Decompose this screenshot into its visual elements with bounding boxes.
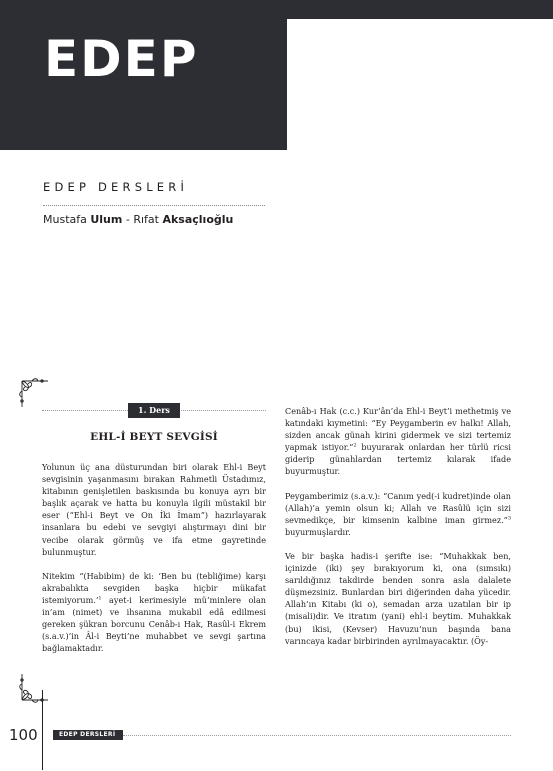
section-divider bbox=[43, 205, 265, 206]
footnote-ref: 3 bbox=[507, 515, 511, 522]
paragraph: Cenâb-ı Hak (c.c.) Kur’ân’da Ehl-i Beyt’i methetmiş ve katındaki kıymetini: “Ey Peygamberin ev halkı! Allah, sizden ancak günah kirini gidermek ve sizi tertemiz yapmak istiyor.”$^2$ buyurarak onlardan her türlü ricsi giderip günahlardan tertemiz kılarak ifade buyurmuştur. bbox=[285, 406, 511, 477]
footnote-ref: 2 bbox=[353, 442, 357, 449]
page-title: EDEP bbox=[44, 30, 199, 88]
page-number: 100 bbox=[9, 726, 38, 744]
margin-rule bbox=[42, 690, 43, 770]
lesson-badge: 1. Ders bbox=[128, 403, 180, 418]
author-separator: - Rıfat bbox=[122, 213, 163, 226]
section-label: EDEP DERSLERİ bbox=[43, 180, 189, 194]
right-column bbox=[285, 405, 511, 659]
author-first-surname: Ulum bbox=[90, 213, 123, 226]
lesson-title: EHL-İ BEYT SEVGİSİ bbox=[90, 431, 218, 443]
corner-ornament-top-icon bbox=[18, 377, 50, 409]
header-white-panel bbox=[287, 19, 553, 150]
author-first-name: Mustafa bbox=[43, 213, 91, 226]
paragraph: Yolunun üç ana düsturundan biri olarak Ehl-i Beyt sevgisinin yaşanmasını bırakan Rahmetli Üstadımız, kitabının genişletilen baskısında bu konuya ayrı bir başlık açarak ve hatta bu konuyla ilgili müstakil bir eser (“Ehl-i Beyt ve On İki İmam”) hazırlayarak insanlara bu edebi ve sevgiyi alıştırmayı dini bir vecibe olarak görmüş ve ifa etme gayretinde bulunmuştur. bbox=[42, 462, 266, 557]
paragraph: Peygamberimiz (s.a.v.): “Canım yed(-i kudret)inde olan (Allah)’a yemin olsun ki; Allah ve Rasûlü için sizi sevmedikçe, bir kimsenin kalbine iman girmez.”$^3$ buyurmuşlardır. bbox=[285, 490, 511, 537]
authors-line bbox=[43, 213, 233, 226]
footer-tab: EDEP DERSLERİ bbox=[53, 730, 123, 740]
paragraph: Nitekim “(Habibim) de ki: ‘Ben bu (tebliğime) karşı akrabalıkta sevgiden başka hiçbir mükafat istemiyorum.’$^1$ ayet-i kerimesiyle mü’minlere olan in’am (nimet) ve ihsanına mukabil edâ edilmesi gereken şükran borcunu Cenâb-ı Hak, Rasûl-i Ekrem (s.a.v.)’in Âl-i Beyti’ne muhabbet ve sevgi şartına bağlamaktadır. bbox=[42, 570, 266, 654]
footer-divider bbox=[123, 735, 511, 736]
author-second-surname: Aksaçlıoğlu bbox=[162, 213, 234, 226]
footnote-ref: 1 bbox=[98, 595, 102, 602]
paragraph: Ve bir başka hadis-i şerifte ise: “Muhakkak ben, içinizde (iki) şey bırakıyorum ki, ona (sımsıkı) sarıldığınız takdirde benden sonra asla dalalete düşmezsiniz. Bunlardan biri diğerinden daha yücedir. Allah’ın Kitabı (ki o), semadan arza uzatılan bir ip (misali)dir. Ve itratım (yani) ehl-i beytim. Muhakkak (bu) ikisi, (Kevser) Havuzu’nun başında bana varıncaya kadar birbirinden ayrılmayacaktır. (Öy- bbox=[285, 550, 511, 646]
corner-ornament-bottom-icon bbox=[18, 672, 50, 704]
left-column bbox=[42, 461, 266, 666]
